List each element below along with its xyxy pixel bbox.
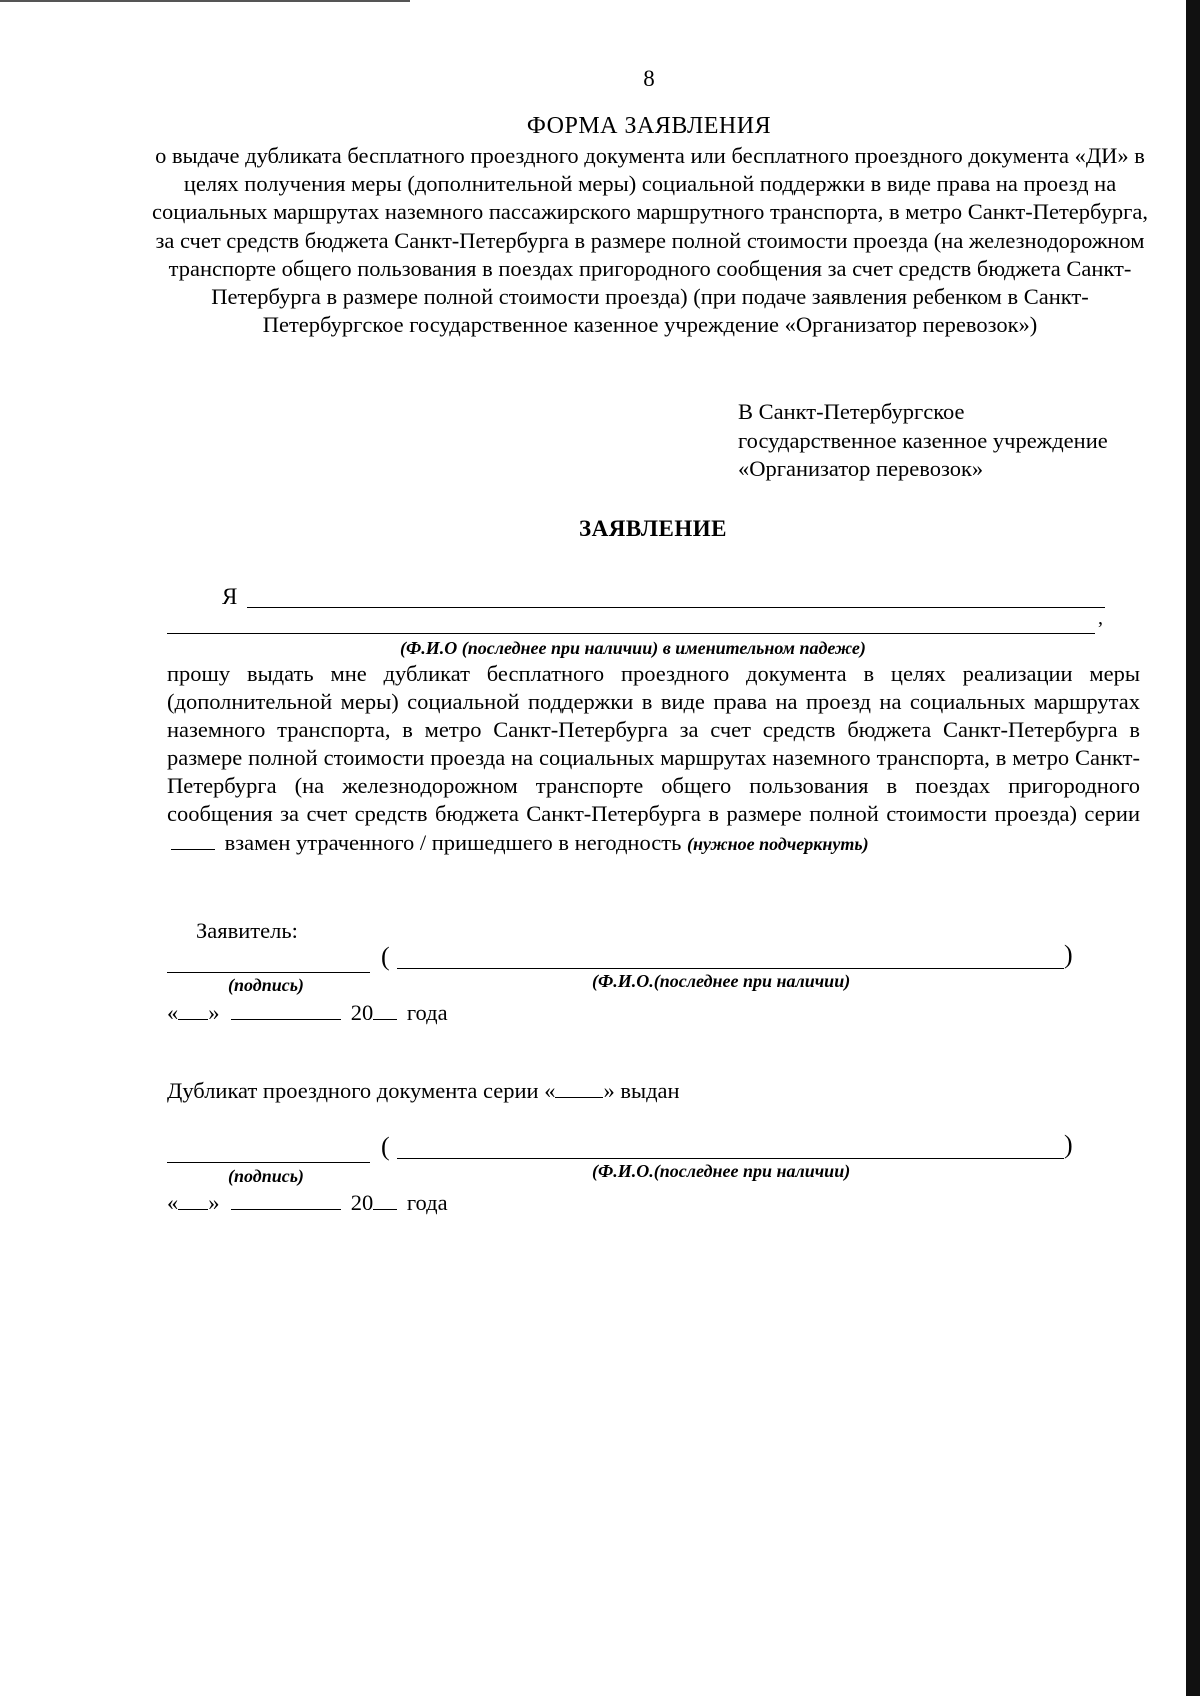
ya-label: Я xyxy=(222,584,238,609)
duplicate-issued-line xyxy=(167,1078,680,1104)
close-paren: ) xyxy=(1064,1130,1073,1159)
month-field[interactable] xyxy=(231,1191,341,1210)
applicant-name-field-line-1[interactable] xyxy=(247,607,1105,608)
form-subtitle: о выдаче дубликата бесплатного проездного документа или бесплатного проездного документа «ДИ» в целях получения меры (дополнительной меры) социальной поддержки в виде права на проезд на социальных маршрутах наземного пассажирского маршрутного транспорта, в метро Санкт-Петербурга, за счет средств бюджета Санкт-Петербурга в размере полной стоимости проезда (на железнодорожном транспорте общего пользования в поездах пригородного сообщения за счет средств бюджета Санкт-Петербурга в размере полной стоимости проезда) (при подаче заявления ребенком в Санкт-Петербургское государственное казенное учреждение «Организатор перевозок») xyxy=(152,143,1148,338)
addressee-line: государственное казенное учреждение xyxy=(738,427,1108,453)
addressee-line: В Санкт-Петербургское xyxy=(738,399,965,424)
duplicate-series-field[interactable] xyxy=(555,1079,603,1098)
day-field[interactable] xyxy=(178,1191,208,1210)
body-text-main: прошу выдать мне дубликат бесплатного проездного документа в целях реализации меры (дополнительной меры) социальной поддержки в виде права на проезд на социальных маршрутах наземного транспорта, в метро Санкт-Петербурга за счет средств бюджета Санкт-Петербурга в размере полной стоимости проезда на социальных маршрутах наземного транспорта, в метро Санкт-Петербурга (на железнодорожном транспорте общего пользования в поездах пригородного сообщения за счет средств бюджета Санкт-Петербурга в размере полной стоимости проезда) серии xyxy=(167,661,1140,827)
open-paren: ( xyxy=(381,942,390,971)
duplicate-text-after: » выдан xyxy=(603,1078,680,1103)
signer-name-caption: (Ф.И.О.(последнее при наличии) xyxy=(592,1161,851,1181)
signer-name-field[interactable] xyxy=(397,1158,1064,1159)
year-field[interactable] xyxy=(373,1001,397,1020)
open-paren: ( xyxy=(381,1132,390,1161)
year-suffix: года xyxy=(406,1000,448,1025)
year-prefix: 20 xyxy=(350,1190,374,1215)
form-heading: ФОРМА ЗАЯВЛЕНИЯ xyxy=(526,113,772,139)
date-row xyxy=(167,1190,448,1216)
signer-name-field[interactable] xyxy=(397,968,1064,969)
day-field[interactable] xyxy=(178,1001,208,1020)
statement-title: ЗАЯВЛЕНИЕ xyxy=(579,516,727,541)
series-blank-field[interactable] xyxy=(171,831,215,850)
signature-caption: (подпись) xyxy=(228,975,304,995)
addressee-line: «Организатор перевозок» xyxy=(738,456,984,481)
applicant-name-field-line-2[interactable] xyxy=(167,633,1095,634)
application-body-text xyxy=(167,660,1140,858)
year-prefix: 20 xyxy=(350,1000,374,1025)
month-field[interactable] xyxy=(231,1001,341,1020)
date-row xyxy=(167,1000,448,1026)
signature-caption: (подпись) xyxy=(228,1166,304,1186)
duplicate-text-before: Дубликат проездного документа серии « xyxy=(167,1078,556,1103)
date-close-quote: » xyxy=(208,1000,220,1025)
date-close-quote: » xyxy=(208,1190,220,1215)
close-paren: ) xyxy=(1064,940,1073,969)
year-suffix: года xyxy=(406,1190,448,1215)
year-field[interactable] xyxy=(373,1191,397,1210)
date-open-quote: « xyxy=(167,1190,179,1215)
date-open-quote: « xyxy=(167,1000,179,1025)
name-caption: (Ф.И.О (последнее при наличии) в именительном падеже) xyxy=(400,638,866,658)
signature-field[interactable] xyxy=(167,1162,370,1163)
name-line-comma: , xyxy=(1098,607,1103,629)
underline-note: (нужное подчеркнуть) xyxy=(686,833,869,854)
signature-field[interactable] xyxy=(167,972,370,973)
signer-name-caption: (Ф.И.О.(последнее при наличии) xyxy=(592,971,851,991)
scan-edge-top xyxy=(0,0,410,2)
body-text-replacement: взамен утраченного / пришедшего в негодность xyxy=(224,829,682,855)
page-number: 8 xyxy=(643,66,655,91)
scan-edge-right xyxy=(1186,0,1200,1696)
applicant-label: Заявитель: xyxy=(196,918,298,943)
addressee-block xyxy=(738,398,1178,484)
